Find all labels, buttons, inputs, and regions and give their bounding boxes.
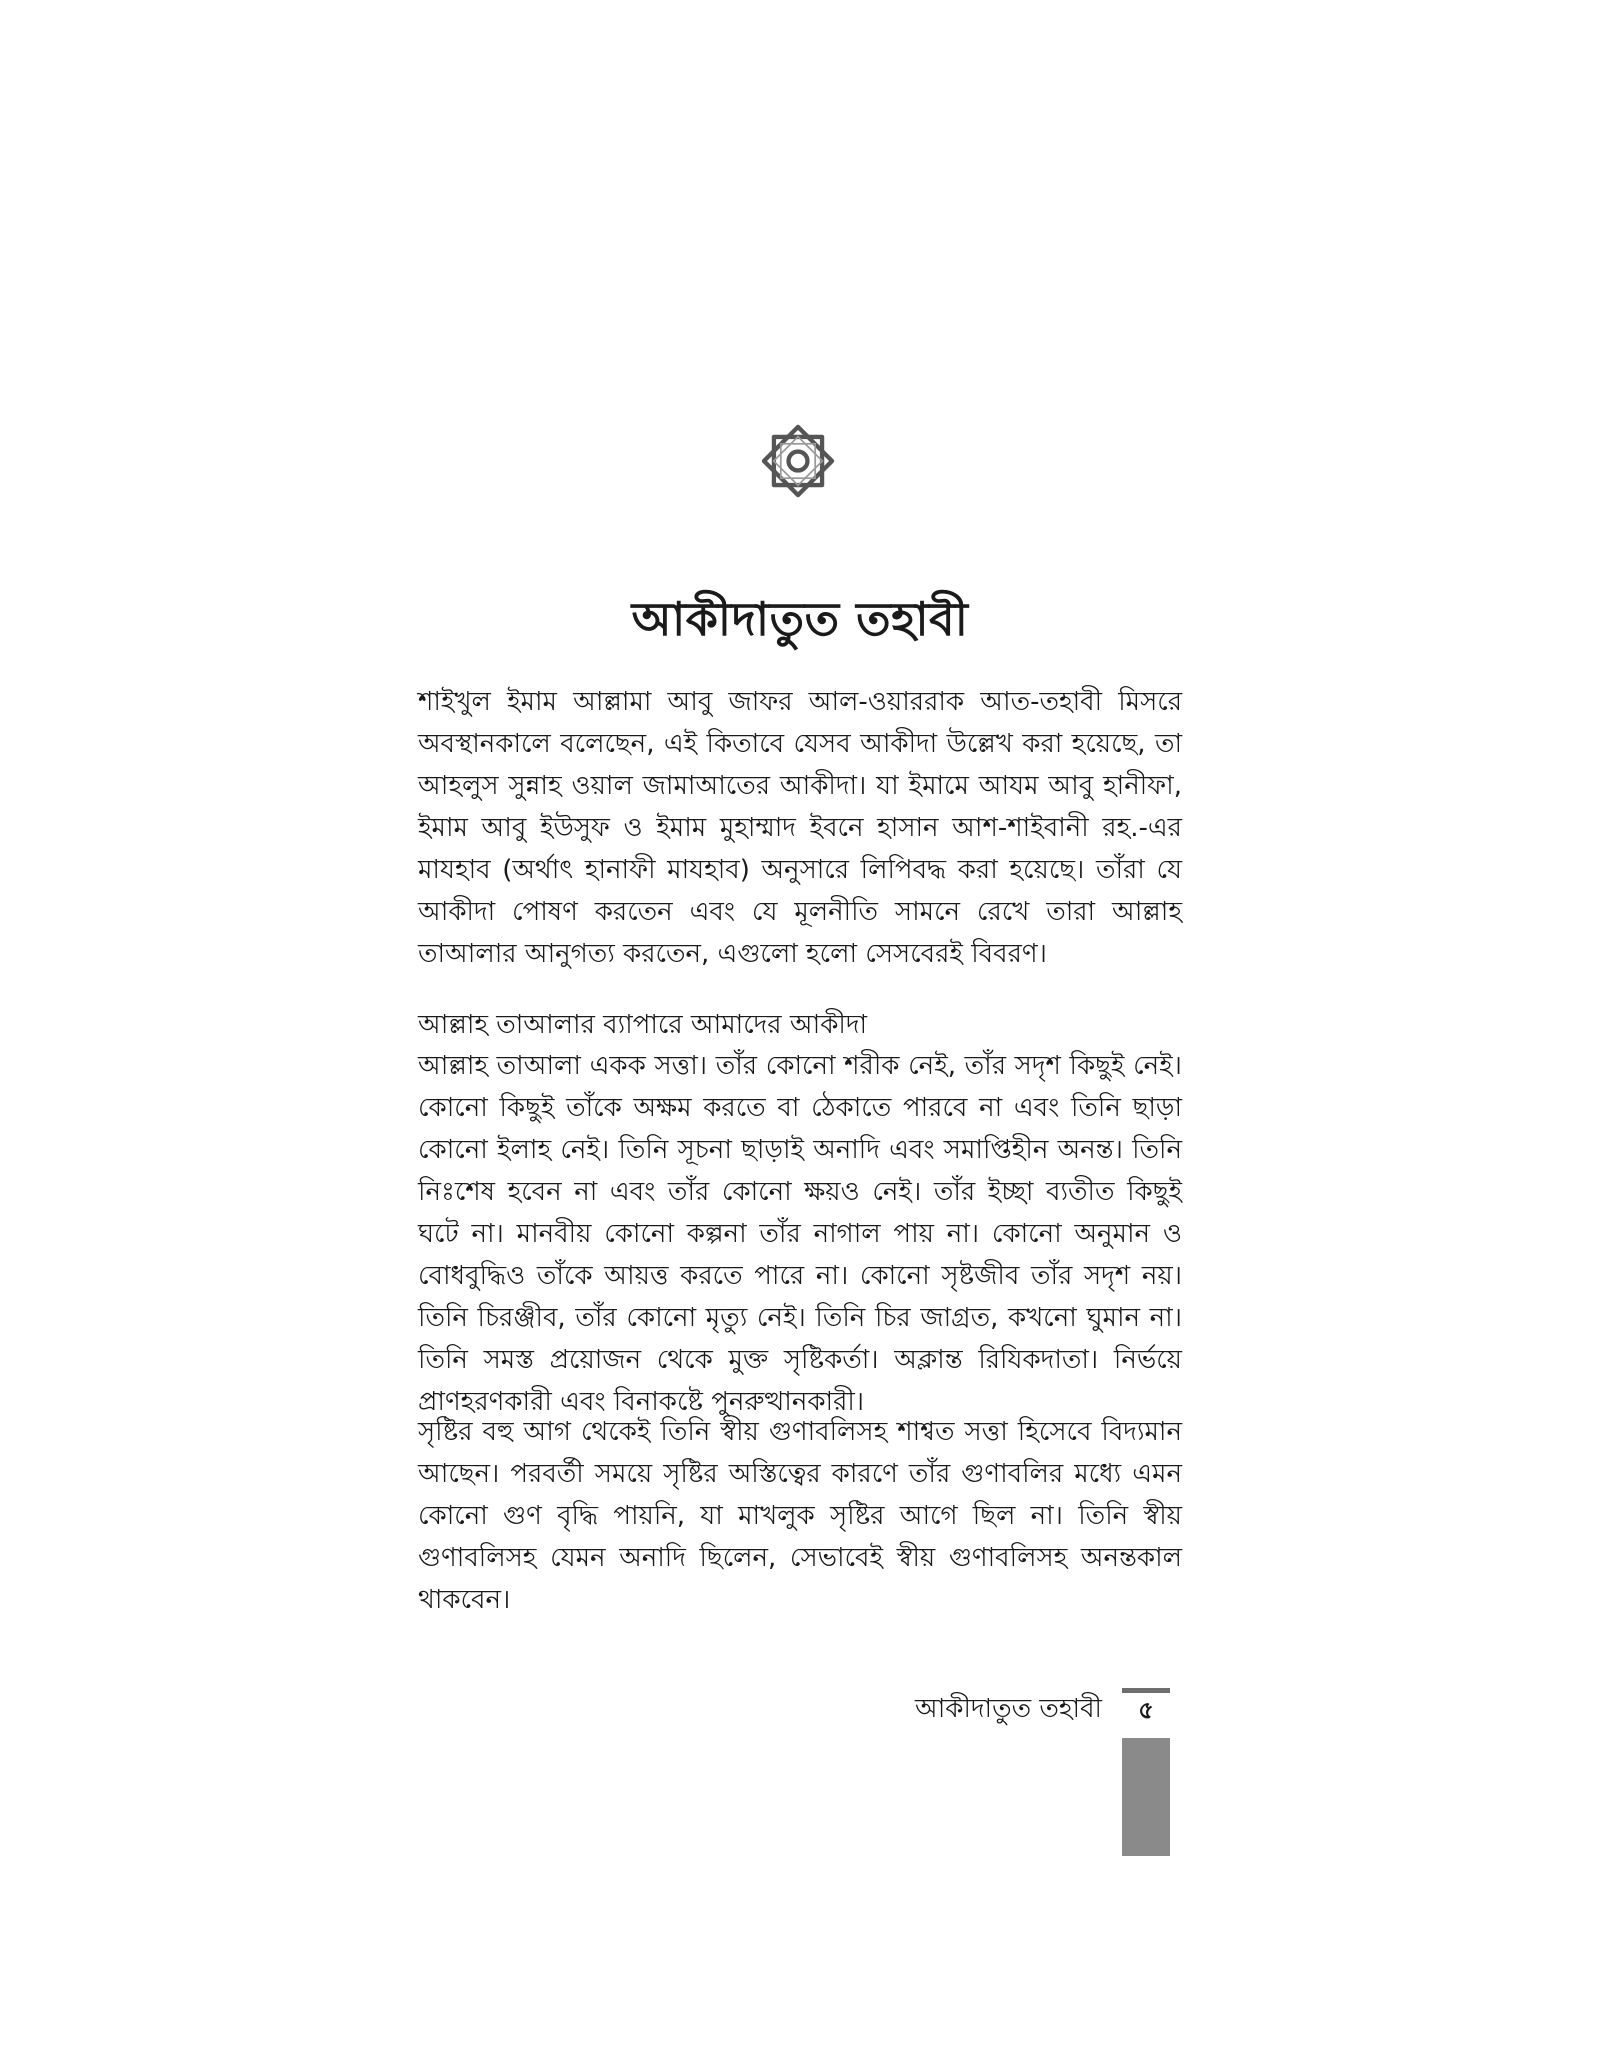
running-title: আকীদাতুত তহাবী <box>914 1694 1102 1724</box>
ornament-icon <box>755 418 841 504</box>
section-subheading: আল্লাহ তাআলার ব্যাপারে আমাদের আকীদা <box>418 1010 868 1040</box>
body-paragraph-1: আল্লাহ তাআলা একক সত্তা। তাঁর কোনো শরীক নেই, তাঁর সদৃশ কিছুই নেই। কোনো কিছুই তাঁকে অক্ষম করতে বা ঠেকাতে পারবে না এবং তিনি ছাড়া কোনো ইলাহ নেই। তিনি সূচনা ছাড়াই অনাদি এবং সমাপ্তিহীন অনন্ত। তিনি নিঃশেষ হবেন না এবং তাঁর কোনো ক্ষয়ও নেই। তাঁর ইচ্ছা ব্যতীত কিছুই ঘটে না। মানবীয় কোনো কল্পনা তাঁর নাগাল পায় না। কোনো অনুমান ও বোধবুদ্ধিও তাঁকে আয়ত্ত করতে পারে না। কোনো সৃষ্টজীব তাঁর সদৃশ নয়। তিনি চিরঞ্জীব, তাঁর কোনো মৃত্যু নেই। তিনি চির জাগ্রত, কখনো ঘুমান না। তিনি সমস্ত প্রয়োজন থেকে মুক্ত সৃষ্টিকর্তা। অক্লান্ত রিযিকদাতা। নির্ভয়ে প্রাণহরণকারী এবং বিনাকষ্টে পুনরুত্থানকারী। <box>418 1051 1182 1417</box>
page-number: ৫ <box>1122 1688 1170 1728</box>
page-edge-tab <box>1122 1738 1170 1856</box>
intro-paragraph: শাইখুল ইমাম আল্লামা আবু জাফর আল-ওয়াররাক আত-তহাবী মিসরে অবস্থানকালে বলেছেন, এই কিতাবে যেসব আকীদা উল্লেখ করা হয়েছে, তা আহলুস সুন্নাহ ওয়াল জামাআতের আকীদা। যা ইমামে আযম আবু হানীফা, ইমাম আবু ইউসুফ ও ইমাম মুহাম্মাদ ইবনে হাসান আশ-শাইবানী রহ.-এর মাযহাব (অর্থাৎ হানাফী মাযহাব) অনুসারে লিপিবদ্ধ করা হয়েছে। তাঁরা যে আকীদা পোষণ করতেন এবং যে মূলনীতি সামনে রেখে তারা আল্লাহ তাআলার আনুগত্য করতেন, এগুলো হলো সেসবেরই বিবরণ। <box>418 687 1182 969</box>
body-paragraph-2: সৃষ্টির বহু আগ থেকেই তিনি স্বীয় গুণাবলিসহ শাশ্বত সত্তা হিসেবে বিদ্যমান আছেন। পরবর্তী সময়ে সৃষ্টির অস্তিত্বের কারণে তাঁর গুণাবলির মধ্যে এমন কোনো গুণ বৃদ্ধি পায়নি, যা মাখলুক সৃষ্টির আগে ছিল না। তিনি স্বীয় গুণাবলিসহ যেমন অনাদি ছিলেন, সেভাবেই স্বীয় গুণাবলিসহ অনন্তকাল থাকবেন। <box>418 1417 1182 1615</box>
page-title: আকীদাতুত তহাবী <box>631 592 969 646</box>
